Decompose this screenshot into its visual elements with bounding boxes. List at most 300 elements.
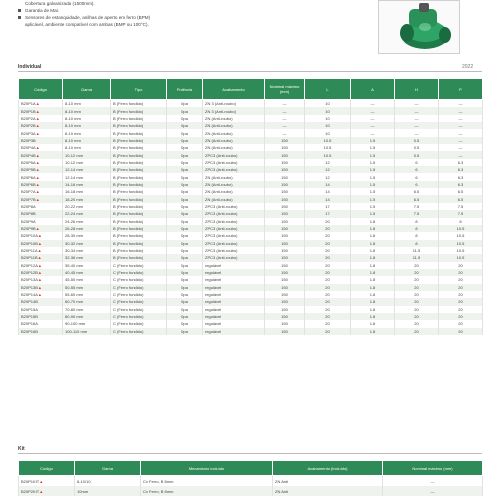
nominal-cell-text: 150 (281, 145, 288, 151)
h-cell-text: 7.5 (413, 211, 420, 217)
table-row (19, 247, 483, 254)
a-cell-text: 1.8 (369, 218, 376, 224)
a-cell (351, 262, 395, 269)
power-cell (167, 269, 203, 276)
new-marker-icon: ▲ (35, 108, 40, 114)
table-header-row (19, 461, 483, 476)
type-cell (111, 159, 167, 166)
range-cell-text: 14-16 mm (65, 181, 84, 187)
finish-cell (203, 195, 265, 202)
mechanism-cell (141, 486, 273, 496)
l-cell-text: 20 (325, 284, 330, 290)
a-cell-text: 1.5 (369, 189, 376, 195)
p-cell (439, 291, 483, 298)
l-cell (305, 306, 351, 313)
column-header-range: Gama (75, 461, 141, 476)
new-marker-icon: ▲ (37, 262, 42, 268)
a-cell-text: 1.8 (369, 306, 376, 312)
power-cell (167, 195, 203, 202)
nominal-cell-text: 150 (281, 167, 288, 173)
finish-cell-text: ZPC3 (Anti-roubo) (205, 167, 238, 173)
finish-cell-text: ZN (Anti-roubo) (205, 196, 233, 202)
h-cell-text: — (414, 115, 419, 121)
type-cell (111, 151, 167, 158)
table-row (19, 276, 483, 283)
a-cell (351, 269, 395, 276)
type-cell-text: C (Ferro fundido) (113, 262, 144, 268)
new-marker-icon: ▲ (35, 226, 40, 232)
p-cell-text: 10.5 (456, 233, 465, 239)
code-cell (19, 144, 63, 151)
type-cell-text: C (Ferro fundido) (113, 284, 144, 290)
h-cell-text: 20 (414, 292, 419, 298)
code-cell-text: B20P7B (21, 196, 36, 202)
p-cell-text: — (458, 130, 463, 136)
power-cell-text: 0pa (181, 130, 188, 136)
h-cell-text: 7.5 (413, 203, 420, 209)
power-cell (167, 284, 203, 291)
p-cell (439, 306, 483, 313)
finish-cell-text: ZN (Anti-roubo) (205, 189, 233, 195)
column-header-range: Gama (63, 79, 111, 100)
code-cell-text: B20P10B (21, 240, 38, 246)
a-cell-text: 1.8 (369, 262, 376, 268)
code-cell-text: B20P1B (21, 108, 36, 114)
column-header-nominal: Nominal máximo (mm) (383, 461, 483, 476)
table-row (19, 144, 483, 151)
code-cell (19, 262, 63, 269)
nominal-cell-text: 150 (281, 328, 288, 334)
p-cell (439, 129, 483, 136)
range-cell (63, 107, 111, 114)
p-cell-text: 10.5 (456, 240, 465, 246)
a-cell (351, 181, 395, 188)
code-cell (19, 137, 63, 144)
h-cell (395, 144, 439, 151)
range-cell-text: 30-34 mm (65, 248, 84, 254)
h-cell (395, 137, 439, 144)
table-row (19, 486, 483, 496)
power-cell (167, 291, 203, 298)
p-cell (439, 166, 483, 173)
table-header-row (19, 79, 483, 100)
code-cell-text: B20P4B (21, 152, 36, 158)
p-cell (439, 320, 483, 327)
finish-cell-text: ZN (Anti-roubo) (205, 181, 233, 187)
nominal-cell (265, 276, 305, 283)
h-cell (395, 320, 439, 327)
power-cell-text: 0pa (181, 262, 188, 268)
h-cell (395, 232, 439, 239)
finish-cell-text: regulável (205, 314, 222, 320)
table-row (19, 284, 483, 291)
type-cell (111, 107, 167, 114)
p-cell-text: 20 (458, 328, 463, 334)
code-cell (19, 195, 63, 202)
a-cell (351, 284, 395, 291)
h-cell (395, 306, 439, 313)
section-title-kit: Kit (18, 446, 25, 452)
finish-cell-text: regulável (205, 262, 222, 268)
finish-cell-text: regulável (205, 299, 222, 305)
p-cell-text: 20 (458, 262, 463, 268)
new-marker-icon: ▲ (35, 174, 40, 180)
code-cell (19, 276, 63, 283)
a-cell (351, 225, 395, 232)
code-cell (19, 269, 63, 276)
p-cell (439, 203, 483, 210)
a-cell-text: 1.8 (369, 328, 376, 334)
a-cell-text: 1.8 (369, 284, 376, 290)
code-cell-text: B20P14B (21, 299, 38, 305)
type-cell-text: B (Ferro fundido) (113, 145, 144, 151)
new-marker-icon: ▲ (35, 196, 40, 202)
p-cell (439, 188, 483, 195)
h-cell (395, 291, 439, 298)
range-cell-text: 28-30 mm (65, 233, 84, 239)
code-cell (19, 313, 63, 320)
column-header-code: Código (19, 79, 63, 100)
power-cell (167, 100, 203, 108)
power-cell-text: 0pa (181, 174, 188, 180)
table-row (19, 107, 483, 114)
l-cell (305, 122, 351, 129)
p-cell-text: 10.5 (456, 255, 465, 261)
finish-cell (273, 486, 383, 496)
column-header-power: Potência (167, 79, 203, 100)
l-cell-text: 20 (325, 328, 330, 334)
table-row (19, 328, 483, 335)
h-cell-text: 6.5 (413, 196, 420, 202)
nominal-cell-text: 150 (281, 218, 288, 224)
finish-cell-text: ZPC3 (Anti-roubo) (205, 203, 238, 209)
power-cell-text: 0pa (181, 284, 188, 290)
power-cell (167, 210, 203, 217)
nominal-cell (265, 166, 305, 173)
type-cell-text: B (Ferro fundido) (113, 130, 144, 136)
h-cell (395, 254, 439, 261)
code-cell (19, 240, 63, 247)
h-cell-text: — (414, 108, 419, 114)
range-cell (63, 269, 111, 276)
h-cell (395, 107, 439, 114)
nominal-cell-text: 150 (281, 203, 288, 209)
finish-cell-text: ZN (Anti-roubo) (205, 115, 233, 121)
l-cell (305, 232, 351, 239)
nominal-cell (265, 159, 305, 166)
new-marker-icon: ▲ (37, 270, 42, 276)
table-row (19, 232, 483, 239)
type-cell (111, 122, 167, 129)
finish-cell (203, 122, 265, 129)
h-cell (395, 225, 439, 232)
a-cell (351, 115, 395, 122)
finish-cell-text: ZN (Anti-roubo) (205, 145, 233, 151)
l-cell-text: 14 (325, 196, 330, 202)
h-cell (395, 159, 439, 166)
p-cell-text: 20 (458, 270, 463, 276)
new-marker-icon: ▲ (35, 167, 40, 173)
nominal-cell-text: 150 (281, 306, 288, 312)
nominal-cell (265, 269, 305, 276)
p-cell-text: 20 (458, 292, 463, 298)
table-row (19, 100, 483, 108)
nominal-cell-text: 150 (281, 262, 288, 268)
power-cell (167, 298, 203, 305)
nominal-cell (265, 328, 305, 335)
nominal-cell (265, 210, 305, 217)
finish-cell (203, 269, 265, 276)
type-cell (111, 137, 167, 144)
power-cell-text: 0pa (181, 123, 188, 129)
nominal-cell-text: 150 (281, 159, 288, 165)
h-cell-text: 11.5 (412, 255, 421, 261)
range-cell-text: 18-20 mm (65, 196, 84, 202)
finish-cell (203, 276, 265, 283)
power-cell-text: 0pa (181, 145, 188, 151)
p-cell (439, 247, 483, 254)
code-cell-text: B20P8B (21, 211, 36, 217)
l-cell (305, 225, 351, 232)
finish-cell-text: ZN (Anti-roubo) (205, 130, 233, 136)
a-cell-text: 1.5 (369, 196, 376, 202)
l-cell (305, 320, 351, 327)
finish-cell (203, 247, 265, 254)
h-cell (395, 203, 439, 210)
code-cell-text: B20P1KIT (21, 478, 40, 484)
power-cell (167, 203, 203, 210)
section-title-individual: Individual (18, 64, 42, 70)
type-cell (111, 313, 167, 320)
power-cell-text: 0pa (181, 137, 188, 143)
range-cell (63, 284, 111, 291)
type-cell-text: B (Ferro fundido) (113, 203, 144, 209)
l-cell (305, 144, 351, 151)
nominal-cell-text: 150 (281, 226, 288, 232)
bullet-icon (18, 16, 21, 19)
power-cell-text: 0pa (181, 328, 188, 334)
l-cell-text: 12 (325, 159, 330, 165)
finish-cell-text: regulável (205, 292, 222, 298)
code-cell (19, 100, 63, 108)
a-cell (351, 107, 395, 114)
a-cell (351, 188, 395, 195)
a-cell (351, 247, 395, 254)
power-cell-text: 0pa (181, 299, 188, 305)
type-cell (111, 100, 167, 108)
l-cell-text: 10.5 (323, 152, 332, 158)
type-cell (111, 218, 167, 225)
p-cell (439, 210, 483, 217)
power-cell-text: 0pa (181, 321, 188, 327)
p-cell-text: — (458, 108, 463, 114)
l-cell-text: 20 (325, 262, 330, 268)
nominal-cell (265, 218, 305, 225)
finish-cell (203, 284, 265, 291)
range-cell (75, 476, 141, 487)
code-cell (19, 159, 63, 166)
l-cell (305, 151, 351, 158)
code-cell-text: B20P11B (21, 255, 38, 261)
type-cell (111, 284, 167, 291)
l-cell-text: 10 (325, 101, 330, 107)
range-cell (63, 276, 111, 283)
h-cell-text: 8 (415, 218, 418, 224)
h-cell-text: 20 (414, 277, 419, 283)
new-marker-icon: ▲ (37, 240, 42, 246)
a-cell-text: 1.5 (369, 152, 376, 158)
range-cell-text: 10-12 mm (65, 159, 84, 165)
p-cell (439, 254, 483, 261)
nominal-cell-text: 150 (281, 174, 288, 180)
nominal-cell (265, 320, 305, 327)
finish-cell (203, 159, 265, 166)
nominal-cell-text: 150 (281, 137, 288, 143)
h-cell-text: 6 (415, 181, 418, 187)
power-cell (167, 276, 203, 283)
power-cell (167, 166, 203, 173)
bullet-item (18, 0, 358, 7)
power-cell (167, 225, 203, 232)
a-cell-text: 1.5 (369, 137, 376, 143)
finish-cell-text: ZPC3 (Anti-roubo) (205, 218, 238, 224)
range-cell (63, 254, 111, 261)
p-cell-text: 6.3 (457, 174, 464, 180)
code-cell (19, 247, 63, 254)
l-cell (305, 218, 351, 225)
column-header-h: H (395, 79, 439, 100)
finish-cell (203, 218, 265, 225)
l-cell-text: 12 (325, 174, 330, 180)
p-cell (439, 269, 483, 276)
p-cell-text: 8 (459, 218, 462, 224)
type-cell (111, 232, 167, 239)
table-row (19, 166, 483, 173)
mechanism-cell (141, 476, 273, 487)
a-cell (351, 254, 395, 261)
l-cell (305, 166, 351, 173)
type-cell-text: C (Ferro fundido) (113, 328, 144, 334)
code-cell (19, 203, 63, 210)
power-cell (167, 151, 203, 158)
range-cell-text: 30-32 mm (65, 240, 84, 246)
l-cell-text: 20 (325, 226, 330, 232)
power-cell-text: 0pa (181, 181, 188, 187)
h-cell (395, 313, 439, 320)
finish-cell (203, 225, 265, 232)
h-cell (395, 328, 439, 335)
table-row (19, 159, 483, 166)
h-cell-text: 0.5 (413, 137, 420, 143)
l-cell (305, 100, 351, 108)
l-cell-text: 10 (325, 130, 330, 136)
p-cell-text: — (458, 123, 463, 129)
p-cell-text: — (458, 152, 463, 158)
a-cell (351, 203, 395, 210)
nominal-cell (265, 298, 305, 305)
type-cell-text: B (Ferro fundido) (113, 174, 144, 180)
power-cell-text: 0pa (181, 203, 188, 209)
h-cell (395, 269, 439, 276)
range-cell (63, 151, 111, 158)
finish-cell-text: ZPC3 (Anti-roubo) (205, 248, 238, 254)
type-cell-text: B (Ferro fundido) (113, 255, 144, 261)
code-cell-text: B20P12B (21, 270, 38, 276)
table-row (19, 151, 483, 158)
p-cell (439, 276, 483, 283)
h-cell-text: 11.5 (412, 248, 421, 254)
type-cell (111, 203, 167, 210)
power-cell-text: 0pa (181, 189, 188, 195)
type-cell-text: B (Ferro fundido) (113, 233, 144, 239)
table-row (19, 203, 483, 210)
type-cell (111, 291, 167, 298)
type-cell (111, 166, 167, 173)
type-cell (111, 298, 167, 305)
h-cell (395, 240, 439, 247)
type-cell (111, 115, 167, 122)
code-cell (19, 284, 63, 291)
range-cell (63, 144, 111, 151)
code-cell-text: B20P13A (21, 277, 38, 283)
range-cell-text: 100-110 mm (65, 328, 88, 334)
a-cell-text: 1.8 (369, 226, 376, 232)
power-cell-text: 0pa (181, 218, 188, 224)
type-cell-text: B (Ferro fundido) (113, 218, 144, 224)
code-cell-text: B20P2A (21, 115, 36, 121)
new-marker-icon: ▲ (35, 145, 40, 151)
nominal-cell-text: 150 (281, 240, 288, 246)
type-cell-text: B (Ferro fundido) (113, 189, 144, 195)
power-cell-text: 0pa (181, 270, 188, 276)
nominal-cell (265, 262, 305, 269)
p-cell-text: — (458, 101, 463, 107)
finish-cell-text: ZN Anti (275, 488, 289, 494)
p-cell-text: 10.5 (456, 248, 465, 254)
bullet-item (18, 21, 358, 28)
code-cell-text: B20P12A (21, 262, 38, 268)
type-cell-text: B (Ferro fundido) (113, 108, 144, 114)
power-cell-text: 0pa (181, 314, 188, 320)
a-cell-text: 1.8 (369, 299, 376, 305)
nominal-cell (265, 254, 305, 261)
power-cell (167, 328, 203, 335)
nominal-cell (265, 313, 305, 320)
table-row (19, 210, 483, 217)
a-cell (351, 144, 395, 151)
a-cell (351, 298, 395, 305)
a-cell (351, 313, 395, 320)
code-cell (19, 151, 63, 158)
l-cell-text: 10 (325, 108, 330, 114)
code-cell (19, 173, 63, 180)
range-cell-text: 8-10 mm (65, 115, 81, 121)
nominal-cell-text: 150 (281, 270, 288, 276)
column-header-l: L (305, 79, 351, 100)
range-cell (63, 100, 111, 108)
table-row (19, 313, 483, 320)
type-cell (111, 269, 167, 276)
code-cell (19, 115, 63, 122)
l-cell-text: 20 (325, 233, 330, 239)
power-cell (167, 137, 203, 144)
table-row (19, 188, 483, 195)
table-row (19, 173, 483, 180)
p-cell-text: 20 (458, 284, 463, 290)
type-cell (111, 210, 167, 217)
p-cell (439, 240, 483, 247)
l-cell (305, 276, 351, 283)
